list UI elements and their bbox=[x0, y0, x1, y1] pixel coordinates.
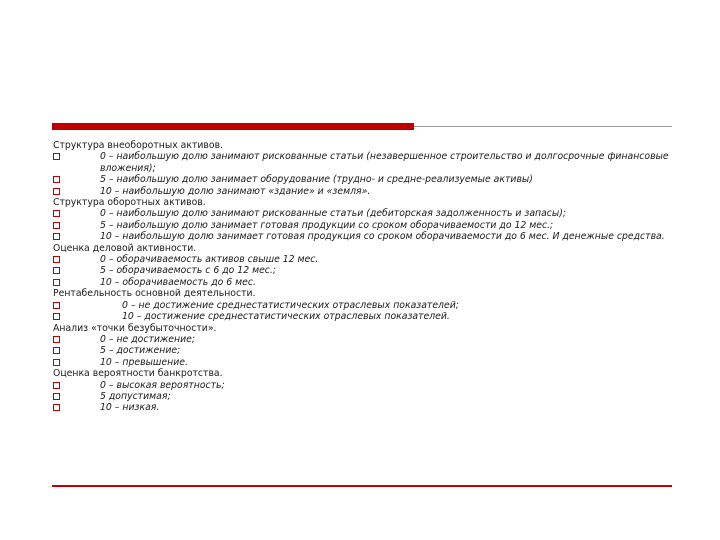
list-item: 5 – наибольшую долю занимает оборудование (трудно- и средне-реализуемые активы) bbox=[53, 174, 673, 185]
slide-body bbox=[53, 140, 673, 414]
section-heading: Рентабельность основной деятельности. bbox=[53, 288, 256, 300]
square-bullet-icon bbox=[53, 359, 60, 366]
list-item: 10 – низкая. bbox=[53, 402, 673, 413]
square-bullet-icon bbox=[53, 233, 60, 240]
square-bullet-icon bbox=[53, 153, 60, 160]
section-breakeven bbox=[53, 323, 673, 369]
square-bullet-icon bbox=[53, 336, 60, 343]
square-bullet-icon bbox=[53, 382, 60, 389]
square-bullet-icon bbox=[53, 256, 60, 263]
square-bullet-icon bbox=[53, 210, 60, 217]
list-item: 0 – наибольшую долю занимают рискованные статьи (незавершенное строительство и долгосрочные финансовые вложения); bbox=[53, 151, 673, 174]
section-current-assets bbox=[53, 197, 673, 243]
square-bullet-icon bbox=[53, 404, 60, 411]
square-bullet-icon bbox=[53, 267, 60, 274]
list-item: 0 – не достижение среднестатистических отраслевых показателей; bbox=[53, 300, 673, 311]
section-heading: Анализ «точки безубыточности». bbox=[53, 322, 217, 334]
list-item: 5 – достижение; bbox=[53, 345, 673, 356]
list-item: 0 – оборачиваемость активов свыше 12 мес. bbox=[53, 254, 673, 265]
list-item: 10 – оборачиваемость до 6 мес. bbox=[53, 277, 673, 288]
list-item: 5 – оборачиваемость с 6 до 12 мес.; bbox=[53, 265, 673, 276]
list-item: 10 – наибольшую долю занимает готовая продукция со сроком оборачиваемости до 6 мес. И денежные средства. bbox=[53, 231, 673, 242]
list-item: 0 – наибольшую долю занимают рискованные статьи (дебиторская задолженность и запасы); bbox=[53, 208, 673, 219]
square-bullet-icon bbox=[53, 313, 60, 320]
list-item: 0 – не достижение; bbox=[53, 334, 673, 345]
list-item: 10 – достижение среднестатистических отраслевых показателей. bbox=[53, 311, 673, 322]
list-item: 10 – наибольшую долю занимают «здание» и «земля». bbox=[53, 186, 673, 197]
bottom-rule bbox=[52, 485, 672, 487]
section-bankruptcy bbox=[53, 368, 673, 414]
section-heading: Оценка деловой активности. bbox=[53, 242, 197, 254]
square-bullet-icon bbox=[53, 222, 60, 229]
square-bullet-icon bbox=[53, 188, 60, 195]
list-item: 0 – высокая вероятность; bbox=[53, 380, 673, 391]
square-bullet-icon bbox=[53, 279, 60, 286]
section-profitability bbox=[53, 288, 673, 322]
list-item: 5 допустимая; bbox=[53, 391, 673, 402]
section-heading: Структура оборотных активов. bbox=[53, 197, 206, 209]
list-item: 10 – превышение. bbox=[53, 357, 673, 368]
square-bullet-icon bbox=[53, 302, 60, 309]
section-noncurrent-assets bbox=[53, 140, 673, 197]
square-bullet-icon bbox=[53, 176, 60, 183]
square-bullet-icon bbox=[53, 347, 60, 354]
title-accent-bar bbox=[52, 123, 414, 130]
section-heading: Оценка вероятности банкротства. bbox=[53, 368, 223, 380]
square-bullet-icon bbox=[53, 393, 60, 400]
section-business-activity bbox=[53, 243, 673, 289]
section-heading: Структура внеоборотных активов. bbox=[53, 140, 224, 151]
list-item: 5 – наибольшую долю занимает готовая продукции со сроком оборачиваемости до 12 мес.; bbox=[53, 220, 673, 231]
